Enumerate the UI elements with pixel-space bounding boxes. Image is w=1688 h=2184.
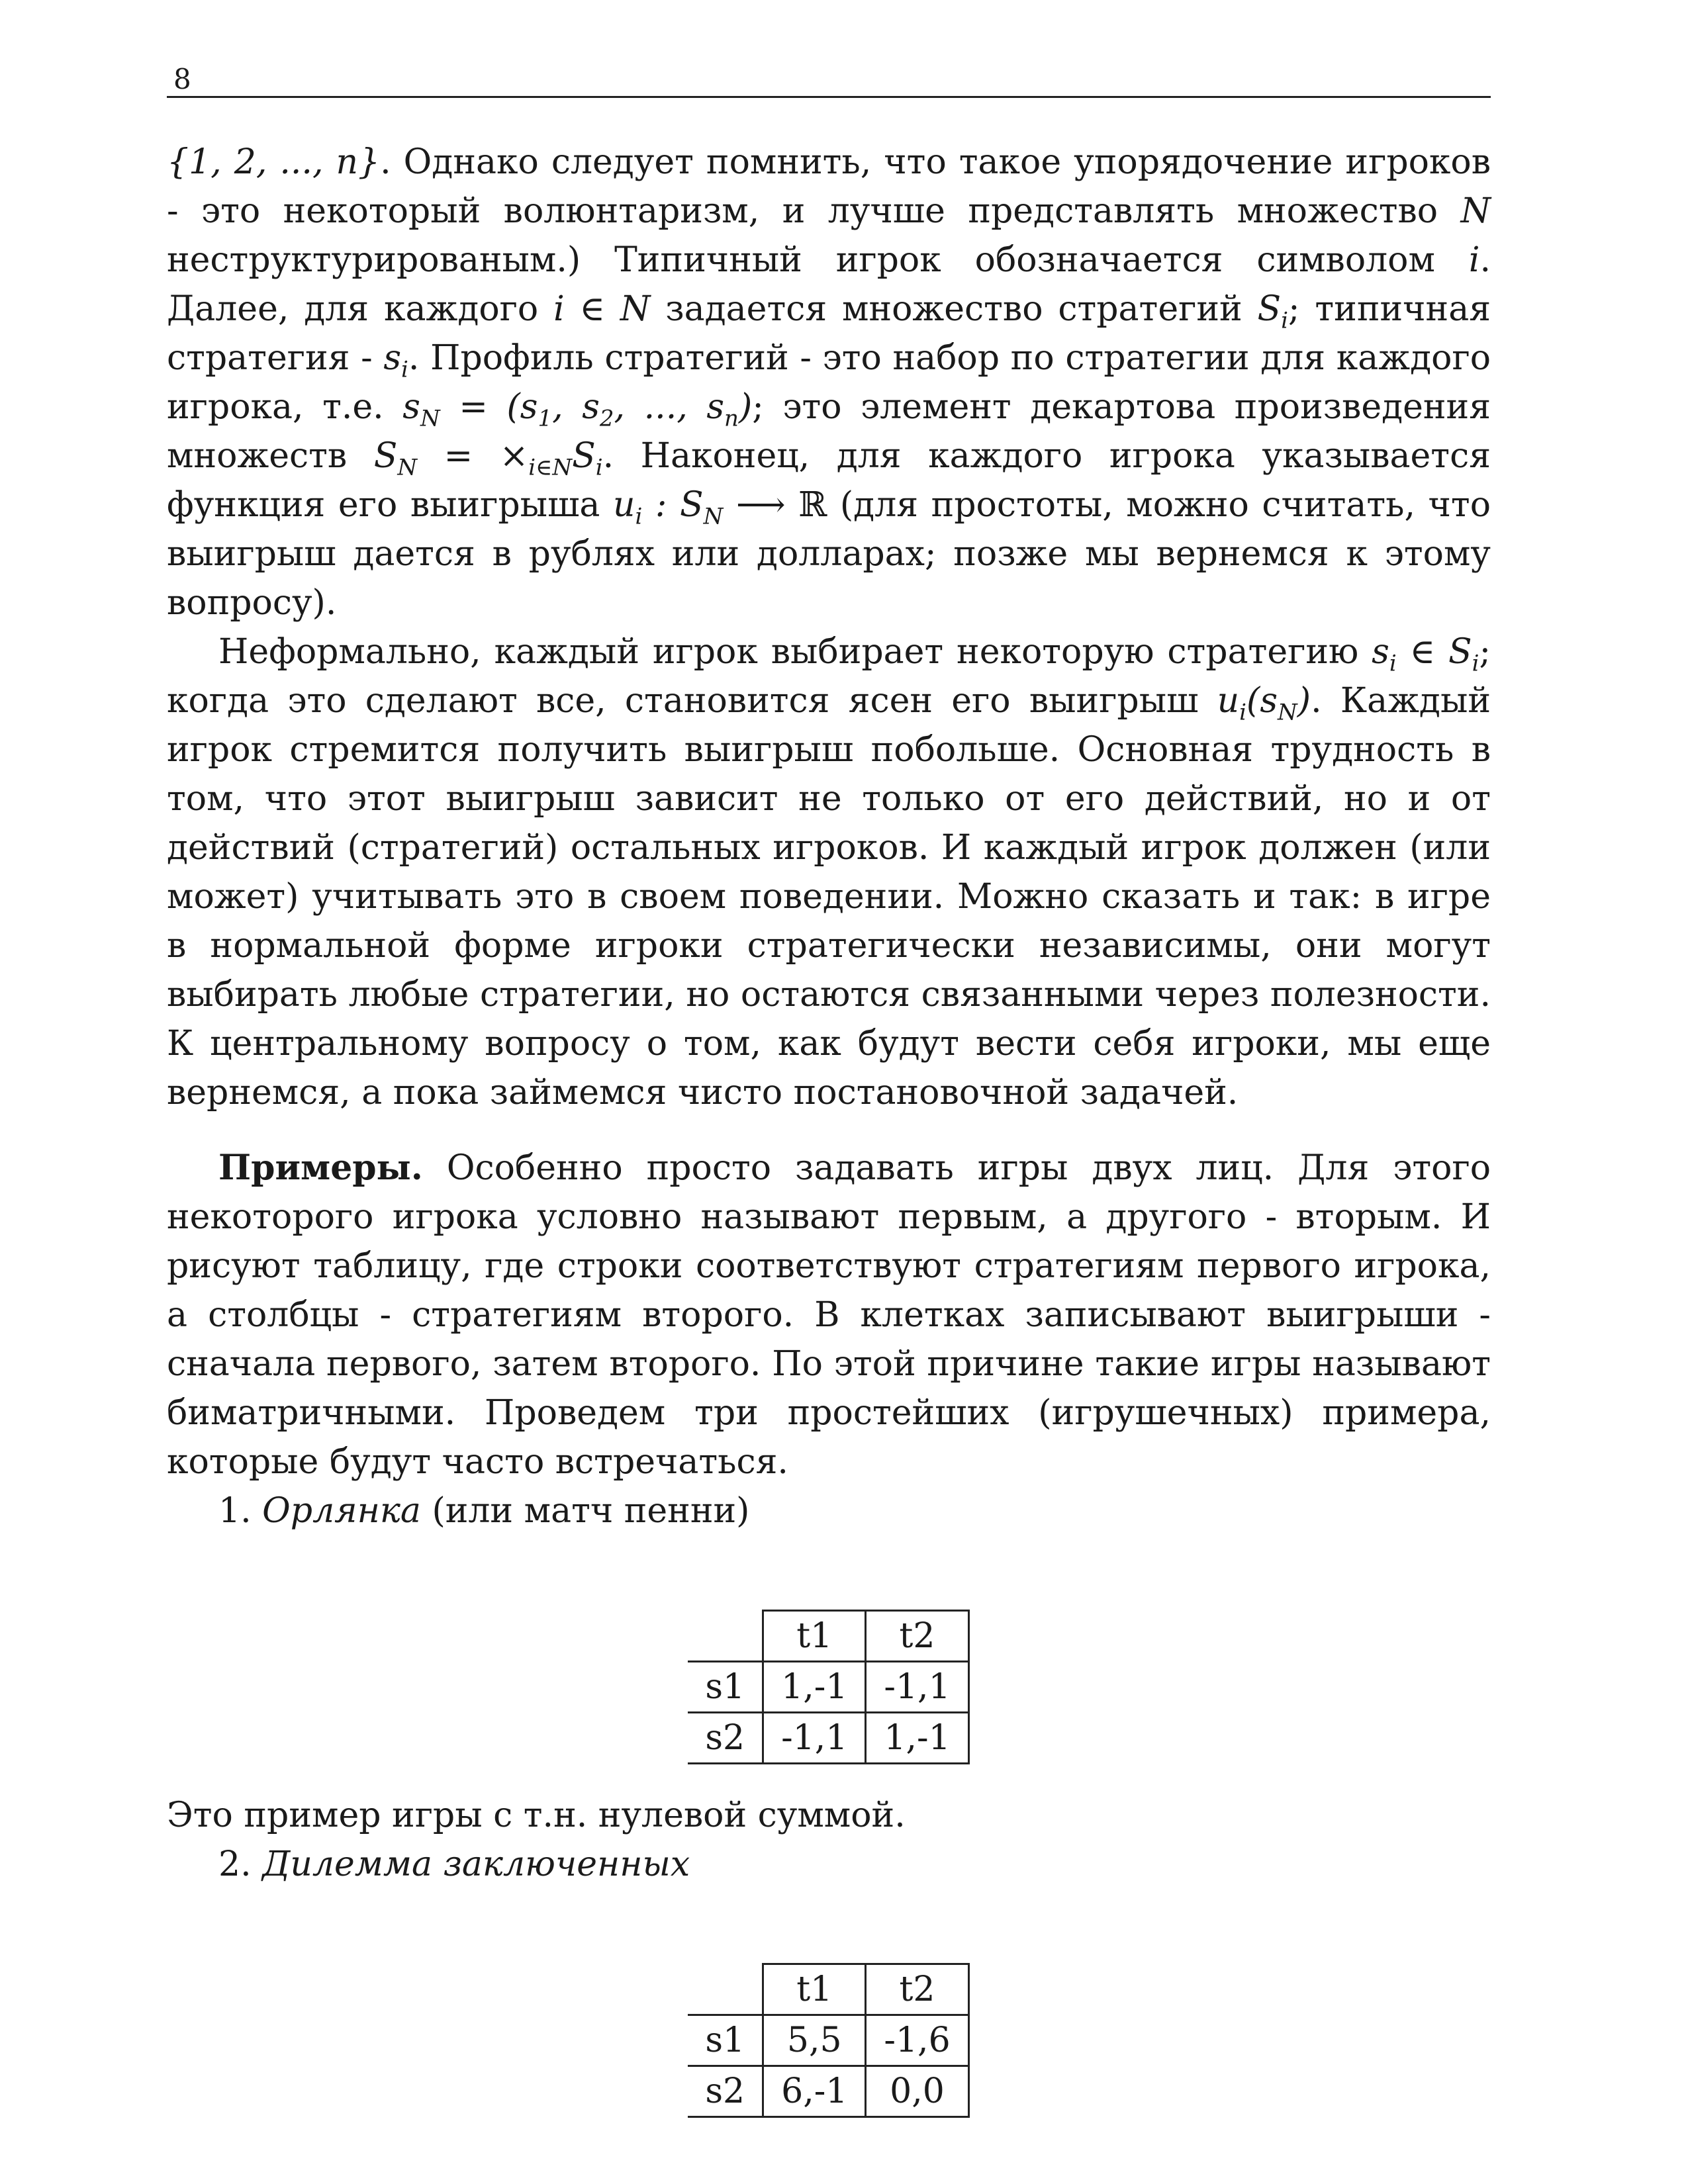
- examples-heading: Примеры.: [218, 1148, 423, 1188]
- text-run: . Наконец, для каждого игрока указывается функция его выигрыша: [167, 436, 1491, 525]
- text-run: неструктурированым.) Типичный игрок обозначается символом: [167, 240, 1469, 280]
- text-run: Особенно просто задавать игры двух лиц. Для этого некоторого игрока условно называют первым, а другого - вторым. И рисуют таблицу, где строки соответствуют стратегиям первого игрока, а столбцы - стратегиям второго. В клетках записывают выигрыши - сначала первого, затем второго. По этой причине такие игры называют биматричными. Проведем три простейших (игрушечных) примера, которые будут часто встречаться.: [167, 1148, 1491, 1482]
- page-body: [167, 138, 1491, 2118]
- table-row: [688, 1713, 968, 1764]
- payoff-cell: 1,-1: [866, 1713, 968, 1764]
- row-header: s2: [688, 2066, 763, 2117]
- math-player-set: {1, 2, ..., n}: [167, 142, 381, 182]
- table-corner-cell: [688, 1611, 763, 1662]
- math-si: $s_i$: [383, 338, 408, 383]
- text-run: ; когда это сделают все, становится ясен его выигрыш: [167, 632, 1491, 721]
- column-header: t1: [763, 1611, 866, 1662]
- payoff-cell: -1,6: [866, 2015, 968, 2066]
- table-corner-cell: [688, 1964, 763, 2015]
- math-cartesian-product: $S_N = \times_{i\in N}S_i$: [373, 436, 603, 481]
- example-subtitle: (или матч пенни): [420, 1491, 750, 1531]
- text-run: ; это элемент декартова произведения множеств: [167, 387, 1491, 476]
- example-number: 1.: [218, 1491, 263, 1531]
- example-2-heading: [167, 1840, 1491, 1889]
- column-header: t2: [866, 1964, 968, 2015]
- text-run: (для простоты, можно считать, что выигрыш дается в рублях или долларах; позже мы вернемся к этому вопросу).: [167, 485, 1491, 623]
- text-run: задается множество стратегий: [650, 289, 1258, 329]
- math-Si: $S_i$: [1257, 289, 1289, 334]
- column-header: t2: [866, 1611, 968, 1662]
- math-strategy-profile: $s_N = (s_1$, $s_2$, ..., $s_n$): [402, 387, 753, 432]
- text-run: . Далее, для каждого: [167, 240, 1491, 329]
- prisoners-dilemma-table-wrap: [167, 1963, 1491, 2118]
- text-run: . Каждый игрок стремится получить выигрыш побольше. Основная трудность в том, что этот выигрыш зависит не только от его действий, но и от действий (стратегий) остальных игроков. И каждый игрок должен (или может) учитывать это в своем поведении. Можно сказать и так: в игре в нормальной форме игроки стратегически независимы, они могут выбирать любые стратегии, но остаются связанными через полезности. К центральному вопросу о том, как будут вести себя игроки, мы еще вернемся, а пока займемся чисто постановочной задачей.: [167, 681, 1491, 1113]
- paragraph-informal: [167, 627, 1491, 1117]
- text-run: . Профиль стратегий - это набор по стратегии для каждого игрока, т.е.: [167, 338, 1491, 427]
- example-1-heading: [167, 1486, 1491, 1535]
- example-title: Дилемма заключенных: [262, 1844, 690, 1884]
- payoff-cell: 0,0: [866, 2066, 968, 2117]
- zero-sum-note: Это пример игры с т.н. нулевой суммой.: [167, 1796, 906, 1835]
- table-header-row: [688, 1611, 968, 1662]
- matching-pennies-table: [688, 1610, 969, 1764]
- paragraph-examples: [167, 1144, 1491, 1486]
- payoff-cell: 6,-1: [763, 2066, 866, 2117]
- row-header: s1: [688, 2015, 763, 2066]
- payoff-cell: 5,5: [763, 2015, 866, 2066]
- math-payoff-function: $u_i$ : $S_N$ ⟶ ℝ: [612, 485, 827, 530]
- table-row: [688, 1662, 968, 1713]
- text-run: ; типичная стратегия -: [167, 289, 1491, 378]
- column-header: t1: [763, 1964, 866, 2015]
- math-N: N: [1460, 191, 1491, 231]
- math-payoff: $u_i(s_N)$: [1217, 681, 1311, 726]
- prisoners-dilemma-table: [688, 1963, 969, 2118]
- text-run: Неформально, каждый игрок выбирает некоторую стратегию: [218, 632, 1372, 672]
- table-row: [688, 2015, 968, 2066]
- table-row: [688, 2066, 968, 2117]
- math-i: i: [1468, 240, 1480, 280]
- payoff-cell: 1,-1: [763, 1662, 866, 1713]
- paragraph-continuation: [167, 138, 1491, 627]
- math-i-in-N: i ∈ N: [553, 289, 651, 329]
- matching-pennies-table-wrap: [167, 1610, 1491, 1764]
- text-run: . Однако следует помнить, что такое упорядочение игроков - это некоторый волюнтаризм, и лучше представлять множество: [167, 142, 1491, 231]
- example-number: 2.: [218, 1844, 263, 1884]
- payoff-cell: -1,1: [866, 1662, 968, 1713]
- table-header-row: [688, 1964, 968, 2015]
- page-number: 8: [173, 63, 191, 95]
- row-header: s2: [688, 1713, 763, 1764]
- payoff-cell: -1,1: [763, 1713, 866, 1764]
- row-header: s1: [688, 1662, 763, 1713]
- example-title: Орлянка: [262, 1491, 421, 1531]
- header-rule: [167, 96, 1491, 98]
- math-si-in-Si: $s_i$ ∈ $S_i$: [1372, 632, 1479, 677]
